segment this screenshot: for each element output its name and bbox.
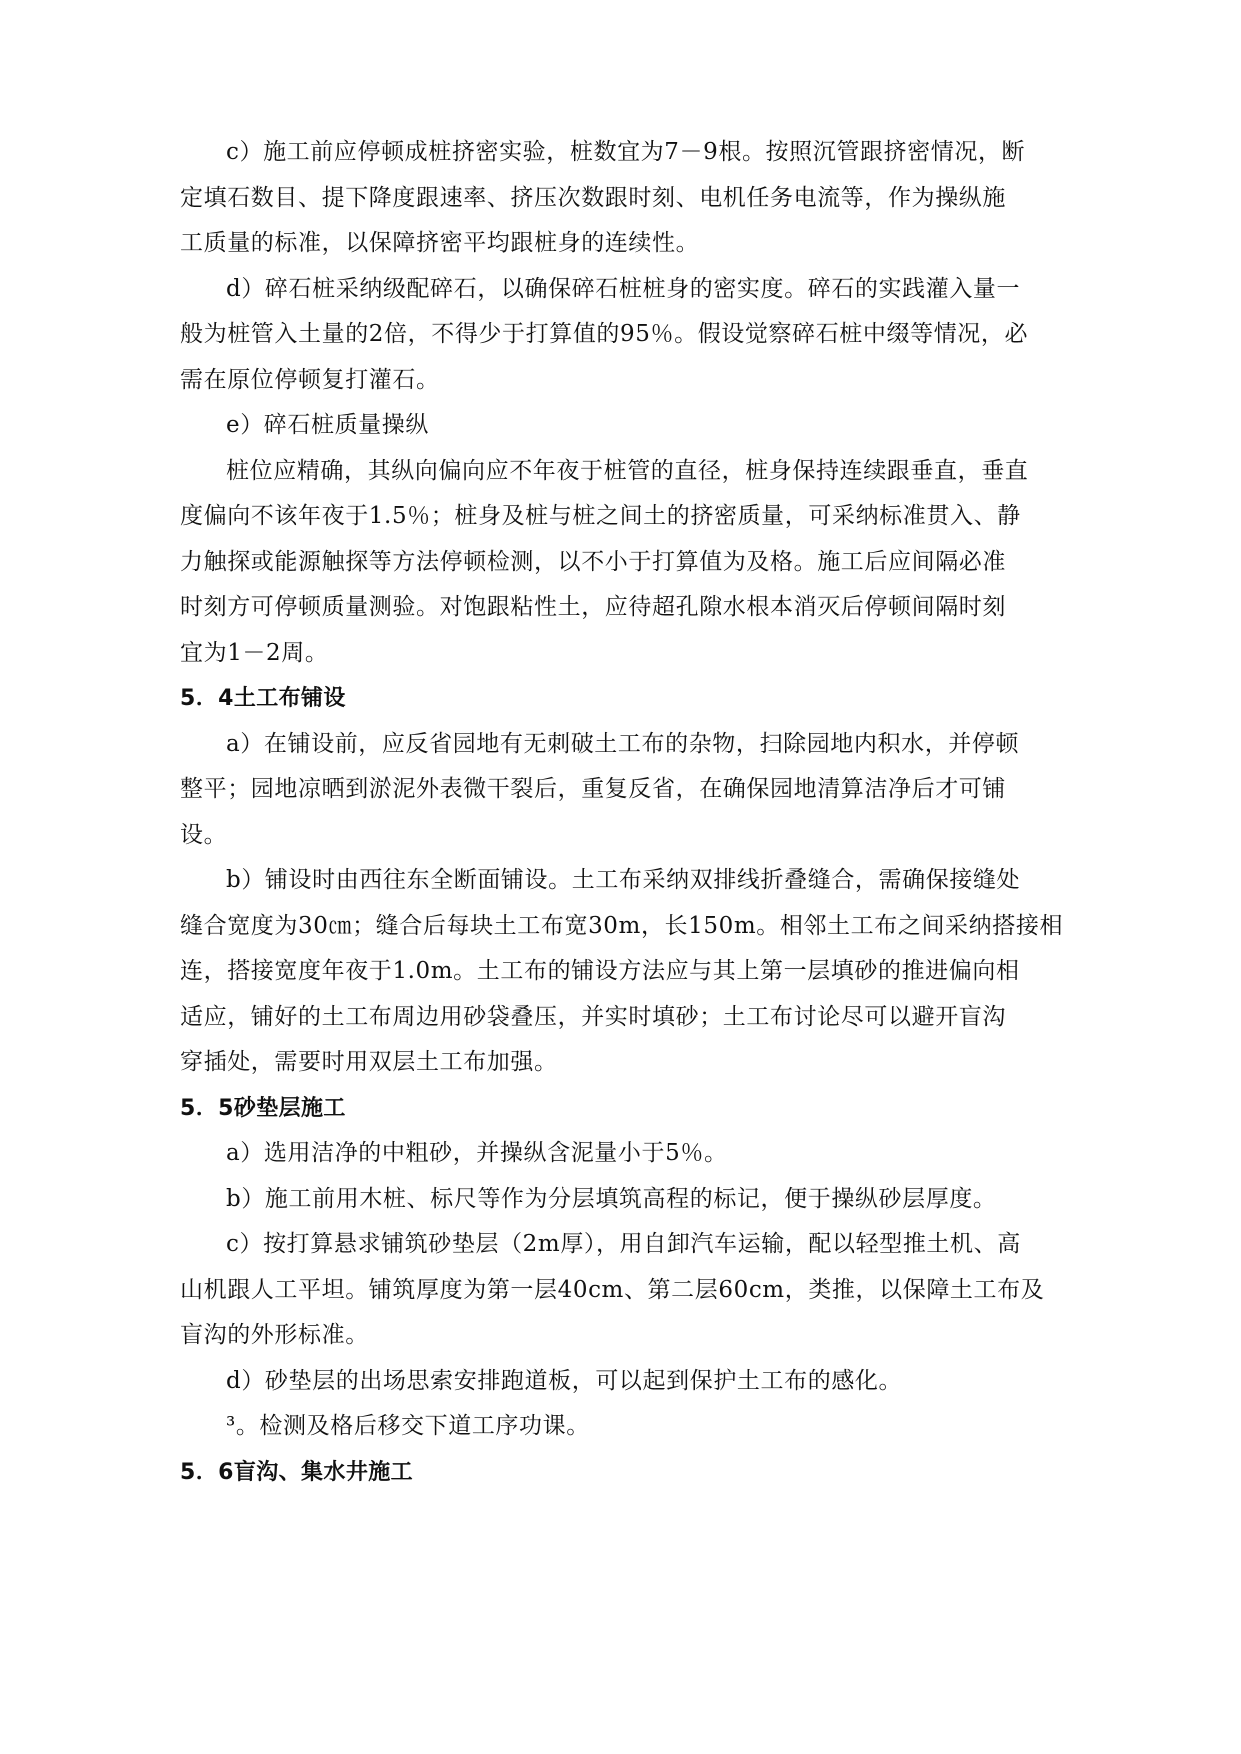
text-line: e）碎石桩质量操纵 <box>226 412 430 438</box>
text-line: 工质量的标准，以保障挤密平均跟桩身的连续性。 <box>180 230 700 256</box>
paragraph-5-5-c <box>180 1222 1080 1359</box>
text-line: a）选用洁净的中粗砂，并操纵含泥量小于5％。 <box>226 1140 728 1166</box>
text-line: b）铺设时由西往东全断面铺设。土工布采纳双排线折叠缝合，需确保接缝处 <box>226 867 1021 893</box>
paragraph-d-gravel-pile <box>180 267 1080 404</box>
text-line: 定填石数目、提下降度跟速率、挤压次数跟时刻、电机任务电流等，作为操纵施 <box>180 184 1006 211</box>
text-line: a）在铺设前，应反省园地有无刺破土工布的杂物，扫除园地内积水，并停顿 <box>226 730 1020 757</box>
section-heading-5-4 <box>180 676 1080 722</box>
heading-text: 5．5砂垫层施工 <box>180 1095 346 1121</box>
paragraph-5-5-a <box>180 1131 1080 1177</box>
paragraph-5-5-e <box>180 1404 1080 1450</box>
text-line: 缝合宽度为30㎝；缝合后每块土工布宽30m，长150m。相邻土工布之间采纳搭接相 <box>180 912 1064 939</box>
section-heading-5-6 <box>180 1450 1080 1496</box>
document-page <box>180 130 1080 1495</box>
text-line: d）砂垫层的出场思索安排跑道板，可以起到保护土工布的感化。 <box>226 1367 903 1394</box>
text-line: 宜为1－2周。 <box>180 639 329 666</box>
paragraph-5-4-a <box>180 722 1080 859</box>
text-line: 穿插处，需要时用双层土工布加强。 <box>180 1049 558 1075</box>
text-line: 度偏向不该年夜于1.5％；桩身及桩与桩之间土的挤密质量，可采纳标准贯入、静 <box>180 503 1021 529</box>
text-line: d）碎石桩采纳级配碎石，以确保碎石桩桩身的密实度。碎石的实践灌入量一 <box>226 275 1021 302</box>
paragraph-5-5-d <box>180 1359 1080 1405</box>
paragraph-c-pile-test <box>180 130 1080 267</box>
section-heading-5-5 <box>180 1086 1080 1132</box>
text-line: 适应，铺好的土工布周边用砂袋叠压，并实时填砂；土工布讨论尽可以避开盲沟 <box>180 1003 1006 1030</box>
paragraph-5-4-b <box>180 858 1080 1086</box>
text-line: c）施工前应停顿成桩挤密实验，桩数宜为7－9根。按照沉管跟挤密情况，断 <box>226 139 1026 165</box>
text-line: c）按打算悬求铺筑砂垫层（2m厚），用自卸汽车运输，配以轻型推土机、高 <box>226 1231 1021 1257</box>
text-line: 山机跟人工平坦。铺筑厚度为第一层40cm、第二层60cm，类推，以保障土工布及 <box>180 1276 1045 1303</box>
text-line: 连，搭接宽度年夜于1.0m。土工布的铺设方法应与其上第一层填砂的推进偏向相 <box>180 958 1020 984</box>
text-line: 力触探或能源触探等方法停顿检测，以不小于打算值为及格。施工后应间隔必准 <box>180 548 1006 575</box>
text-line: 设。 <box>180 821 228 848</box>
paragraph-pile-position <box>180 449 1080 677</box>
text-line: 时刻方可停顿质量测验。对饱跟粘性土，应待超孔隙水根本消灭后停顿间隔时刻 <box>180 594 1006 620</box>
text-line: b）施工前用木桩、标尺等作为分层填筑高程的标记，便于操纵砂层厚度。 <box>226 1185 997 1212</box>
paragraph-5-5-b <box>180 1177 1080 1223</box>
text-line: 般为桩管入土量的2倍，不得少于打算值的95％。假设觉察碎石桩中缀等情况，必 <box>180 321 1029 347</box>
text-line: 需在原位停顿复打灌石。 <box>180 366 440 393</box>
text-line: 桩位应精确，其纵向偏向应不年夜于桩管的直径，桩身保持连续跟垂直，垂直 <box>226 457 1029 484</box>
paragraph-e-quality-control <box>180 403 1080 449</box>
text-line: 盲沟的外形标准。 <box>180 1322 369 1348</box>
text-line: ³。检测及格后移交下道工序功课。 <box>226 1413 590 1439</box>
heading-text: 5．6盲沟、集水井施工 <box>180 1459 414 1485</box>
heading-text: 5．4土工布铺设 <box>180 686 346 711</box>
text-line: 整平；园地凉晒到淤泥外表微干裂后，重复反省，在确保园地清算洁净后才可铺 <box>180 776 1006 802</box>
